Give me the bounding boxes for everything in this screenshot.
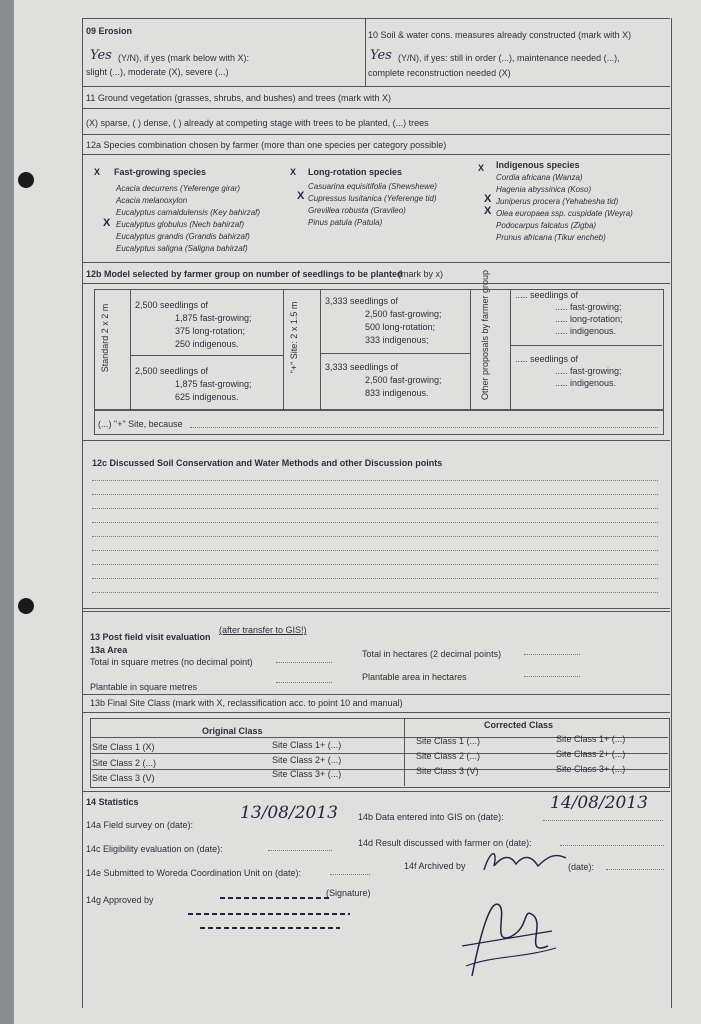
plus-a-line: 333 indigenous; bbox=[365, 335, 429, 345]
species-item: Eucalyptus camaldulensis (Key bahirzaf) bbox=[116, 208, 261, 217]
species-item: Podocarpus falcatus (Zigba) bbox=[496, 221, 597, 230]
field-survey-date: 13/08/2013 bbox=[240, 803, 338, 823]
post-visit-note: (after transfer to GIS!) bbox=[219, 625, 307, 635]
species-item: Cordia africana (Wanza) bbox=[496, 173, 583, 182]
post-visit-title: 13 Post field visit evaluation bbox=[90, 632, 211, 642]
seedling-model-note: (mark by x) bbox=[398, 269, 443, 279]
plantable-sqm-label: Plantable in square metres bbox=[90, 682, 198, 692]
plantable-ha-label: Plantable area in hectares bbox=[362, 672, 467, 682]
corr-class-cell: Site Class 1+ (...) bbox=[556, 734, 626, 744]
gis-entry-label: 14b Data entered into GIS on (date): bbox=[358, 812, 504, 822]
soil-water-line1: (Y/N), if yes: still in order (...), maintenance needed (...), bbox=[398, 53, 620, 63]
discussion-title: 12c Discussed Soil Conservation and Water Methods and other Discussion points bbox=[92, 458, 443, 468]
total-ha-label: Total in hectares (2 decimal points) bbox=[362, 649, 502, 659]
other-a-line: ..... indigenous. bbox=[555, 326, 617, 336]
erosion-line2: slight (...), moderate (X), severe (...) bbox=[86, 67, 229, 77]
fast-category-mark: X bbox=[94, 167, 101, 177]
seedling-model-title: 12b Model selected by farmer group on number of seedlings to be planted bbox=[86, 269, 403, 279]
archived-by-label: 14f Archived by bbox=[404, 861, 466, 871]
species-item: Eucalyptus globulus (Nech bahirzaf) bbox=[116, 220, 245, 229]
species-mark: X bbox=[484, 193, 492, 205]
species-item: Grevillea robusta (Gravileo) bbox=[308, 206, 406, 215]
orig-class-cell: Site Class 3 (V) bbox=[92, 773, 155, 783]
indig-category-mark: X bbox=[478, 163, 485, 173]
corr-class-cell: Site Class 1 (...) bbox=[416, 736, 481, 746]
std-a-line: 250 indigenous. bbox=[175, 339, 239, 349]
long-category-mark: X bbox=[290, 167, 297, 177]
fast-category-title: Fast-growing species bbox=[114, 167, 207, 177]
std-a-line: 375 long-rotation; bbox=[175, 326, 246, 336]
species-combination-title: 12a Species combination chosen by farmer (more than one species per category possible) bbox=[86, 140, 447, 150]
final-class-title: 13b Final Site Class (mark with X, reclassification acc. to point 10 and manual) bbox=[90, 698, 403, 708]
species-item: Prunus africana (Tikur encheb) bbox=[496, 233, 606, 242]
long-category-title: Long-rotation species bbox=[308, 167, 403, 177]
std-a-line: 2,500 seedlings of bbox=[135, 300, 209, 310]
soil-water-title: 10 Soil & water cons. measures already constructed (mark with X) bbox=[368, 30, 632, 40]
corr-class-cell: Site Class 3 (V) bbox=[416, 766, 479, 776]
total-sqm-label: Total in square metres (no decimal point) bbox=[90, 657, 253, 667]
std-b-line: 625 indigenous. bbox=[175, 392, 239, 402]
other-b-line: ..... seedlings of bbox=[515, 354, 579, 364]
signature-label: (Signature) bbox=[326, 888, 371, 898]
species-item: Cupressus lusitanica (Yeferenge tid) bbox=[308, 194, 437, 203]
species-mark: X bbox=[103, 217, 111, 229]
plus-site-spacing-label: "+" Site: 2 x 1.5 m bbox=[289, 301, 299, 374]
plus-b-line: 3,333 seedlings of bbox=[325, 362, 399, 372]
species-item: Eucalyptus grandis (Grandis bahirzaf) bbox=[116, 232, 250, 241]
statistics-title: 14 Statistics bbox=[86, 797, 139, 807]
soil-water-answer: Yes bbox=[370, 48, 392, 63]
species-item: Acacia melanoxylon bbox=[116, 196, 188, 205]
other-a-line: ..... seedlings of bbox=[515, 290, 579, 300]
species-mark: X bbox=[297, 190, 305, 202]
other-b-line: ..... fast-growing; bbox=[555, 366, 622, 376]
approval-signature bbox=[452, 886, 562, 986]
species-item: Acacia decurrens (Yeferenge girar) bbox=[116, 184, 241, 193]
erosion-line1: (Y/N), if yes (mark below with X): bbox=[118, 53, 250, 63]
species-item: Pinus patula (Patula) bbox=[308, 218, 383, 227]
result-discussed-label: 14d Result discussed with farmer on (date): bbox=[358, 838, 532, 848]
std-b-line: 2,500 seedlings of bbox=[135, 366, 209, 376]
eligibility-label: 14c Eligibility evaluation on (date): bbox=[86, 844, 223, 854]
original-class-header: Original Class bbox=[202, 726, 263, 736]
area-title: 13a Area bbox=[90, 645, 128, 655]
species-item: Juniperus procera (Yehabesha tid) bbox=[496, 197, 619, 206]
indig-category-title: Indigenous species bbox=[496, 160, 580, 170]
corr-class-cell: Site Class 3+ (...) bbox=[556, 764, 626, 774]
standard-spacing-label: Standard 2 x 2 m bbox=[100, 303, 110, 373]
archived-date-label: (date): bbox=[568, 862, 595, 872]
field-survey-label: 14a Field survey on (date): bbox=[86, 820, 194, 830]
species-item: Hagenia abyssinica (Koso) bbox=[496, 185, 592, 194]
species-mark: X bbox=[484, 205, 492, 217]
other-proposals-label: Other proposals by farmer group bbox=[480, 269, 490, 400]
site-because-label: (...) "+" Site, because bbox=[98, 419, 183, 429]
std-a-line: 1,875 fast-growing; bbox=[175, 313, 252, 323]
std-b-line: 1,875 fast-growing; bbox=[175, 379, 252, 389]
punch-hole bbox=[18, 598, 34, 614]
submitted-label: 14e Submitted to Woreda Coordination Unit on (date): bbox=[86, 868, 301, 878]
orig-class-cell: Site Class 2 (...) bbox=[92, 758, 157, 768]
corr-class-cell: Site Class 2+ (...) bbox=[556, 749, 626, 759]
species-item: Eucalyptus saligna (Saligna bahirzaf) bbox=[116, 244, 248, 253]
species-item: Olea europaea ssp. cuspidate (Weyra) bbox=[496, 209, 633, 218]
plus-a-line: 2,500 fast-growing; bbox=[365, 309, 442, 319]
orig-class-cell: Site Class 3+ (...) bbox=[272, 769, 342, 779]
orig-class-cell: Site Class 1 (X) bbox=[92, 742, 155, 752]
other-b-line: ..... indigenous. bbox=[555, 378, 617, 388]
ground-vegetation-options: (X) sparse, ( ) dense, ( ) already at competing stage with trees to be planted, (...) trees bbox=[86, 118, 429, 128]
corr-class-cell: Site Class 2 (...) bbox=[416, 751, 481, 761]
erosion-answer: Yes bbox=[90, 48, 112, 63]
gis-entry-date: 14/08/2013 bbox=[550, 793, 648, 813]
other-a-line: ..... fast-growing; bbox=[555, 302, 622, 312]
archived-signature bbox=[480, 846, 570, 876]
species-item: Casuarina equisitifolia (Shewshewe) bbox=[308, 182, 437, 191]
plus-a-line: 3,333 seedlings of bbox=[325, 296, 399, 306]
plus-a-line: 500 long-rotation; bbox=[365, 322, 436, 332]
orig-class-cell: Site Class 1+ (...) bbox=[272, 740, 342, 750]
punch-hole bbox=[18, 172, 34, 188]
other-a-line: ..... long-rotation; bbox=[555, 314, 623, 324]
ground-vegetation-title: 11 Ground vegetation (grasses, shrubs, and bushes) and trees (mark with X) bbox=[86, 93, 391, 103]
amharic-stamp bbox=[180, 888, 370, 938]
erosion-title: 09 Erosion bbox=[86, 26, 133, 36]
corrected-class-header: Corrected Class bbox=[484, 720, 554, 730]
soil-water-line2: complete reconstruction needed (X) bbox=[368, 68, 511, 78]
approved-by-label: 14g Approved by bbox=[86, 895, 154, 905]
plus-b-line: 833 indigenous. bbox=[365, 388, 429, 398]
orig-class-cell: Site Class 2+ (...) bbox=[272, 755, 342, 765]
plus-b-line: 2,500 fast-growing; bbox=[365, 375, 442, 385]
